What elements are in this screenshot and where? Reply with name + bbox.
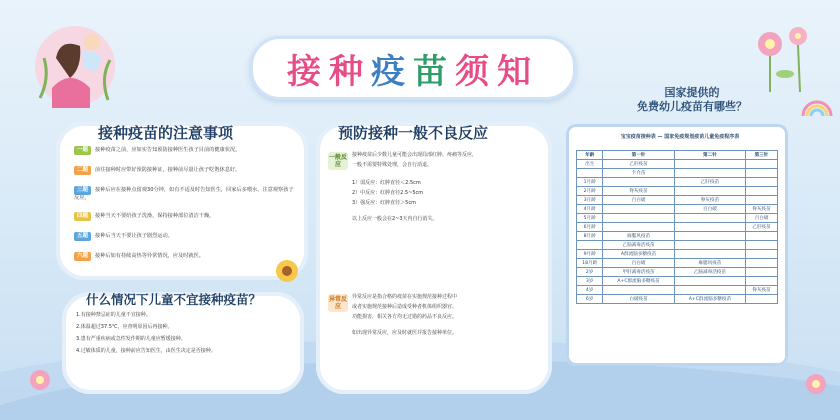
- table-cell: [746, 250, 778, 259]
- precaution-text: 接种疫苗之前，应如实告知预防接种医生孩子目前的健康状况。: [95, 147, 241, 153]
- table-header-cell: 年龄: [577, 151, 603, 160]
- precaution-text: 接种当天不要给孩子洗澡，保持接种部位清洁干燥。: [95, 213, 215, 219]
- table-row: [577, 241, 778, 250]
- table-cell: [746, 259, 778, 268]
- title-char: 种: [329, 51, 371, 92]
- table-cell: [674, 223, 745, 232]
- free-vaccines-heading-line: 国家提供的: [664, 86, 720, 99]
- table-cell: 6月龄: [577, 223, 603, 232]
- contraindication-item: 2.体温超过37.5℃，应查明原因后再接种。: [76, 324, 173, 330]
- vaccine-schedule-table: [576, 150, 778, 304]
- table-cell: 出生: [577, 160, 603, 169]
- reactions-title: 预防接种一般不良反应: [338, 124, 489, 142]
- precaution-tag: 一题: [74, 146, 91, 155]
- table-cell: [577, 169, 603, 178]
- table-cell: 乙脑减毒活疫苗: [603, 241, 674, 250]
- mother-baby-illustration: [30, 18, 120, 108]
- title-char: 苗: [413, 51, 455, 92]
- table-cell: 3月龄: [577, 196, 603, 205]
- title-banner: [250, 36, 576, 100]
- precaution-tag: 二题: [74, 166, 91, 175]
- free-vaccines-heading-line: 免费幼儿疫苗有哪些？: [637, 100, 747, 113]
- precaution-text: 接种后如有持续高热等异常情况，应及时就医。: [95, 253, 204, 259]
- table-row: [577, 178, 778, 187]
- general-reaction-tag: 一般反应: [329, 154, 348, 168]
- rainbow-icon: [800, 96, 834, 118]
- table-header-cell: 第三针: [746, 151, 778, 160]
- abnormal-reaction-tag: 异常反应: [329, 296, 348, 310]
- contraindication-item: 1.有接种禁忌症的儿童不宜接种。: [76, 312, 151, 318]
- precaution-tag: 五题: [74, 232, 91, 241]
- table-cell: [577, 241, 603, 250]
- table-cell: [674, 187, 745, 196]
- table-cell: [746, 295, 778, 304]
- precaution-text: 接种后应在接种点留观30分钟，如有不适及时告知医生，回家后多喂水，注意观察孩子反应。: [74, 187, 294, 201]
- table-cell: A+C群流脑多糖疫苗: [603, 277, 674, 286]
- table-cell: [674, 241, 745, 250]
- table-cell: 3岁: [577, 277, 603, 286]
- general-reaction-line: 2）中反应：红肿直径2.5~5cm: [352, 190, 424, 196]
- general-reaction-line: 一般不需要特殊处理，会自行消退。: [352, 162, 433, 168]
- table-cell: 6岁: [577, 295, 603, 304]
- table-cell: 18月龄: [577, 259, 603, 268]
- table-row: [577, 196, 778, 205]
- table-cell: 2月龄: [577, 187, 603, 196]
- table-cell: 甲肝减毒活疫苗: [603, 268, 674, 277]
- table-cell: [746, 241, 778, 250]
- table-cell: 2岁: [577, 268, 603, 277]
- table-cell: [674, 214, 745, 223]
- table-cell: A+C群流脑多糖疫苗: [674, 295, 745, 304]
- table-cell: [746, 277, 778, 286]
- abnormal-reaction-line: 异常反应是指合格的疫苗在实施规范接种过程中: [352, 294, 458, 300]
- table-cell: [746, 268, 778, 277]
- table-cell: 脊灰疫苗: [746, 205, 778, 214]
- table-row: [577, 250, 778, 259]
- contraindication-item: 4.过敏体质的儿童，接种前应告知医生，由医生决定是否接种。: [76, 348, 216, 354]
- table-body: [577, 160, 778, 304]
- abnormal-reaction-line: 如出现异常反应，应及时就医并报告接种单位。: [352, 330, 458, 336]
- table-cell: [603, 223, 674, 232]
- table-row: [577, 277, 778, 286]
- table-cell: [603, 286, 674, 295]
- contraindication-item: 3.患有严重疾病或急性发作期的儿童应暂缓接种。: [76, 336, 186, 342]
- table-cell: A群流脑多糖疫苗: [603, 250, 674, 259]
- table-row: [577, 232, 778, 241]
- table-cell: [603, 214, 674, 223]
- table-cell: [674, 232, 745, 241]
- table-row: [577, 169, 778, 178]
- table-cell: [746, 160, 778, 169]
- sunflower-icon: [274, 258, 300, 284]
- general-reaction-line: 1）弱反应：红肿直径＜2.5cm: [352, 180, 421, 186]
- precaution-tag: 四题: [74, 212, 91, 221]
- page-title: [287, 44, 539, 93]
- table-cell: [603, 178, 674, 187]
- precaution-item: [74, 252, 296, 261]
- table-cell: 乙脑减毒活疫苗: [674, 268, 745, 277]
- table-cell: 卡介苗: [603, 169, 674, 178]
- precaution-tag: 六题: [74, 252, 91, 261]
- table-row: [577, 205, 778, 214]
- table-cell: [746, 187, 778, 196]
- table-cell: [746, 232, 778, 241]
- table-cell: [746, 178, 778, 187]
- table-cell: 4岁: [577, 286, 603, 295]
- table-row: [577, 268, 778, 277]
- general-reaction-line: 3）强反应：红肿直径＞5cm: [352, 200, 416, 206]
- table-cell: [674, 169, 745, 178]
- table-row: [577, 160, 778, 169]
- contraindications-title: 什么情况下儿童不宜接种疫苗？: [86, 292, 262, 307]
- table-cell: 百白破: [603, 196, 674, 205]
- precaution-tag: 三题: [74, 186, 91, 195]
- table-cell: 8月龄: [577, 232, 603, 241]
- precaution-item: [74, 166, 296, 175]
- precaution-item: [74, 232, 296, 241]
- table-cell: [674, 160, 745, 169]
- schedule-caption: 宝宝疫苗接种表 — 国家免疫规划疫苗儿童免疫程序表: [620, 134, 740, 140]
- table-cell: 乙肝疫苗: [603, 160, 674, 169]
- title-char: 接: [287, 51, 329, 92]
- precaution-item: [74, 212, 296, 221]
- title-char: 知: [497, 51, 539, 92]
- table-cell: 5月龄: [577, 214, 603, 223]
- precautions-title: 接种疫苗的注意事项: [98, 124, 234, 142]
- table-cell: 百白破: [746, 214, 778, 223]
- flower-decoration: [20, 360, 60, 400]
- title-char: 疫: [371, 51, 413, 92]
- free-vaccines-heading: [602, 86, 782, 114]
- flower-decoration: [740, 14, 830, 94]
- precaution-item: [74, 146, 296, 155]
- table-cell: 脊灰疫苗: [674, 196, 745, 205]
- table-row: [577, 223, 778, 232]
- precaution-text: 前往接种时应带好预防接种证，接种前尽量让孩子吃饱休息好。: [95, 167, 241, 173]
- flower-decoration: [796, 364, 836, 404]
- table-cell: 白破疫苗: [603, 295, 674, 304]
- table-cell: [746, 169, 778, 178]
- table-cell: [674, 277, 745, 286]
- table-row: [577, 295, 778, 304]
- table-cell: 百白破: [674, 205, 745, 214]
- table-cell: 麻腮风疫苗: [603, 232, 674, 241]
- precaution-text: 接种后当天不要让孩子剧烈运动。: [95, 233, 173, 239]
- table-row: [577, 214, 778, 223]
- table-row: [577, 286, 778, 295]
- table-cell: [674, 286, 745, 295]
- table-cell: [603, 205, 674, 214]
- general-reaction-line: 以上反应一般会在2~3天内自行消失。: [352, 216, 438, 222]
- title-char: 须: [455, 51, 497, 92]
- table-cell: [746, 196, 778, 205]
- general-reaction-line: 接种疫苗后少数儿童可能会出现局部红肿、疼痛等反应，: [352, 152, 478, 158]
- table-header-cell: 第一针: [603, 151, 674, 160]
- table-header-row: [577, 151, 778, 160]
- table-cell: [674, 250, 745, 259]
- table-row: [577, 187, 778, 196]
- abnormal-reaction-line: 功能损害，相关各方均无过错的药品不良反应。: [352, 314, 458, 320]
- table-cell: 麻腮风疫苗: [674, 259, 745, 268]
- table-row: [577, 259, 778, 268]
- table-cell: 1月龄: [577, 178, 603, 187]
- table-cell: 9月龄: [577, 250, 603, 259]
- abnormal-reaction-line: 或者实施规范接种后造成受种者机体组织器官、: [352, 304, 458, 310]
- precaution-item: [74, 186, 296, 201]
- table-cell: 脊灰疫苗: [746, 286, 778, 295]
- table-cell: 脊灰疫苗: [603, 187, 674, 196]
- table-cell: 4月龄: [577, 205, 603, 214]
- table-header-cell: 第二针: [674, 151, 745, 160]
- table-cell: 乙肝疫苗: [746, 223, 778, 232]
- table-cell: 乙肝疫苗: [674, 178, 745, 187]
- table-cell: 百白破: [603, 259, 674, 268]
